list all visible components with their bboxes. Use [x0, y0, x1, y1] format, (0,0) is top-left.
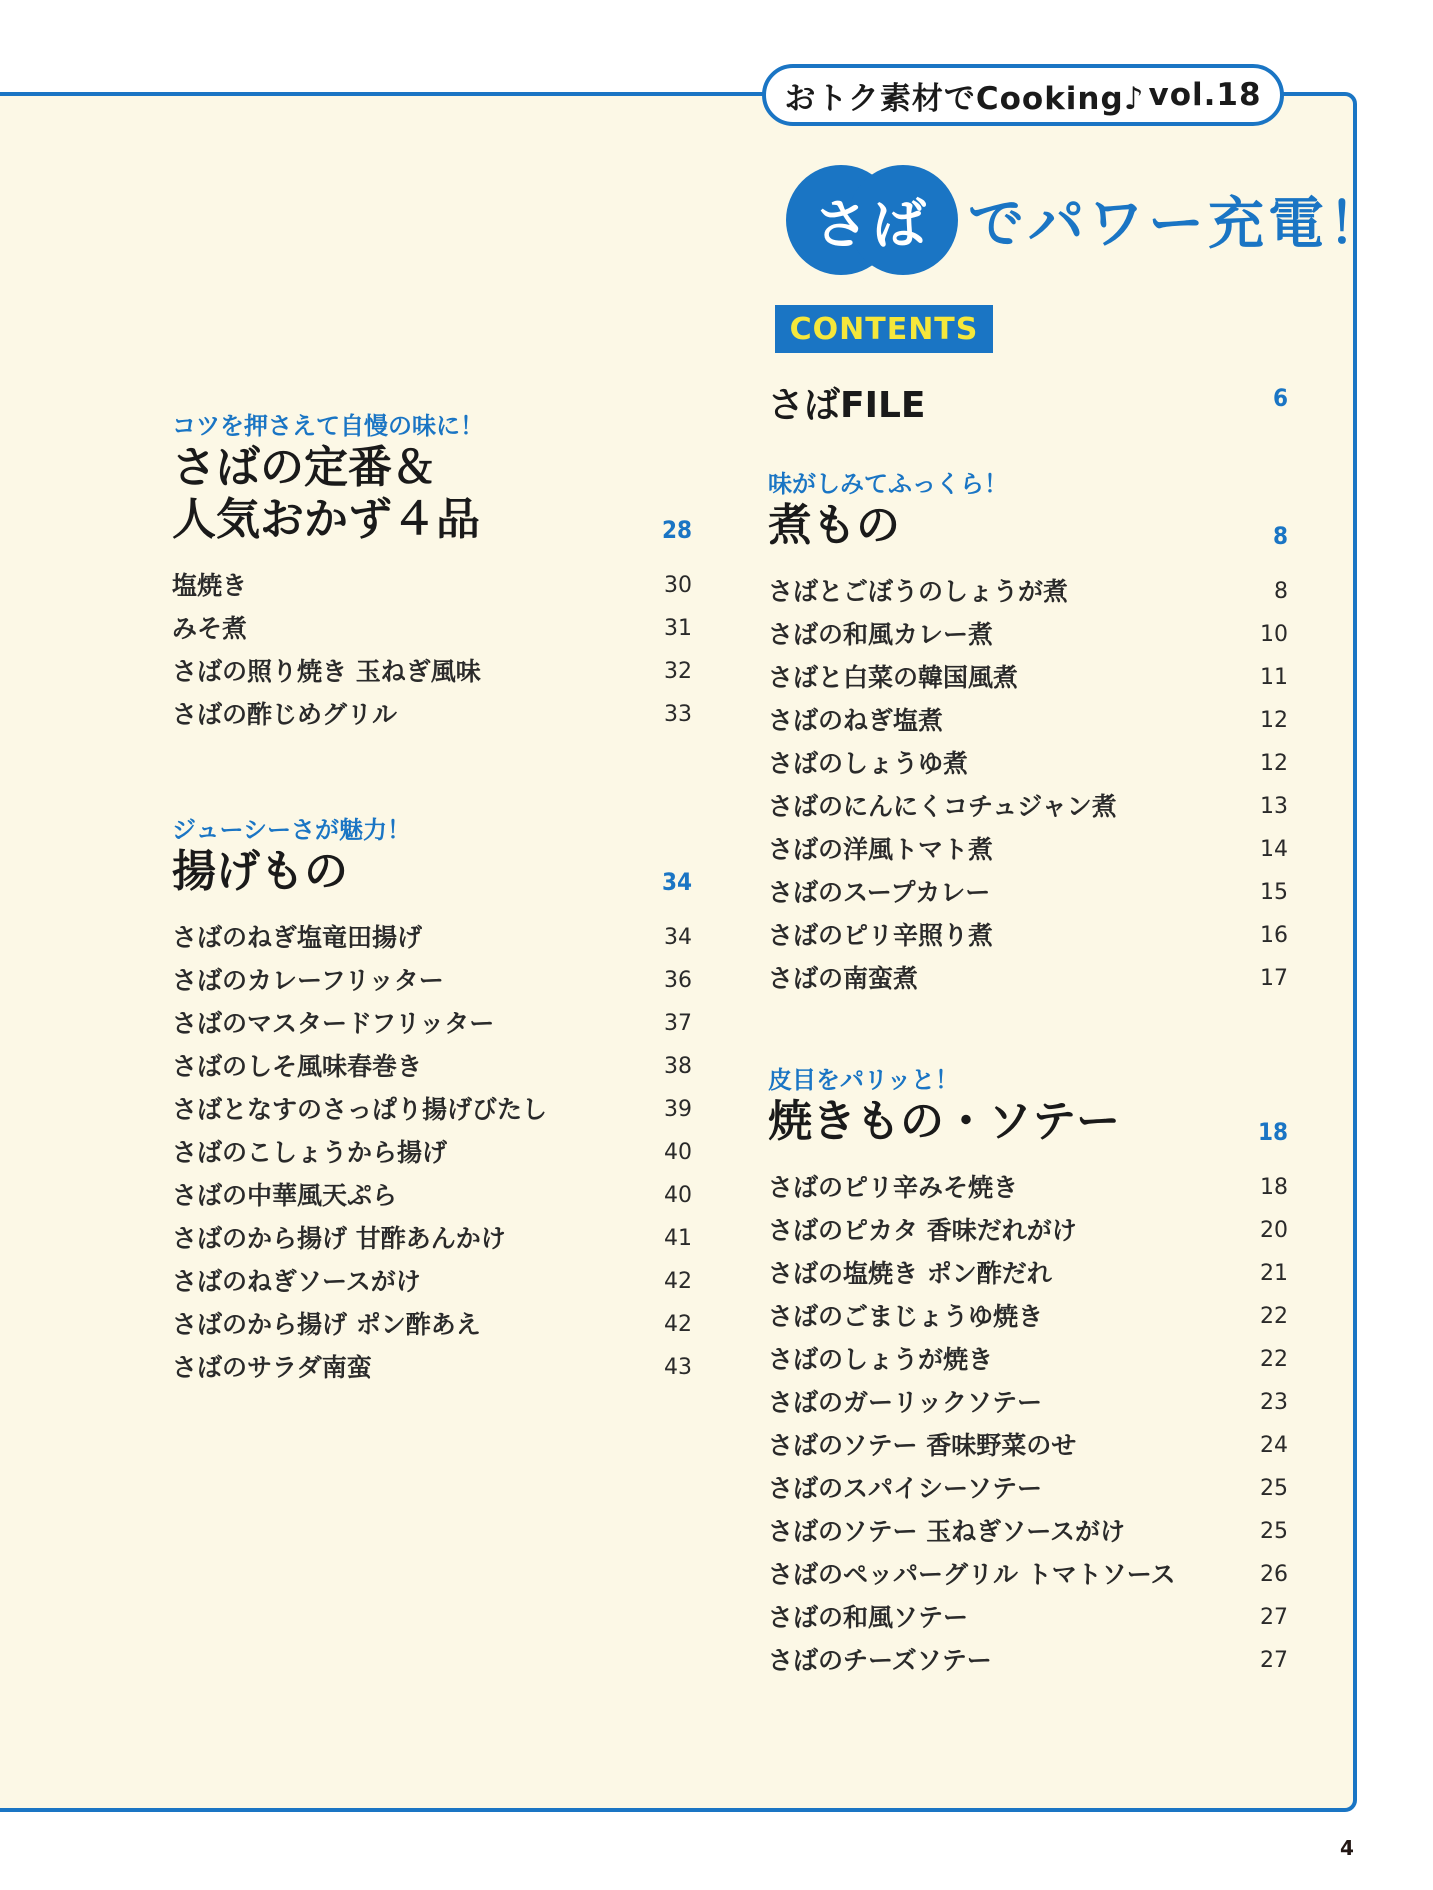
item-page: 43 [664, 1355, 692, 1380]
item-label: さばのしそ風味春巻き [172, 1052, 423, 1081]
item-label: さばのチーズソテー [768, 1646, 992, 1675]
item-page: 16 [1260, 923, 1288, 948]
item-page: 40 [664, 1140, 692, 1165]
contents-badge: CONTENTS [775, 305, 993, 353]
toc-item[interactable] [768, 1510, 1288, 1553]
toc-item[interactable] [768, 1252, 1288, 1295]
item-label: さばのこしょうから揚げ [172, 1138, 448, 1167]
toc-item[interactable] [768, 785, 1288, 828]
toc-item[interactable] [172, 1303, 692, 1346]
item-label: さばの中華風天ぷら [172, 1181, 398, 1210]
toc-item[interactable] [768, 957, 1288, 1000]
item-label: さばのスパイシーソテー [768, 1474, 1043, 1503]
toc-item[interactable] [768, 656, 1288, 699]
item-page: 22 [1260, 1347, 1288, 1372]
item-label: さばのから揚げ 甘酢あんかけ [172, 1224, 506, 1253]
item-label: さばのソテー 香味野菜のせ [768, 1431, 1077, 1460]
toc-item[interactable] [768, 613, 1288, 656]
toc-item[interactable] [768, 1381, 1288, 1424]
toc-item[interactable] [172, 959, 692, 1002]
toc-item[interactable] [768, 742, 1288, 785]
toc-item[interactable] [768, 1166, 1288, 1209]
item-label: 塩焼き [172, 571, 248, 600]
headline [786, 164, 1388, 276]
item-label: さばのカレーフリッター [172, 966, 444, 995]
toc-item[interactable] [768, 1209, 1288, 1252]
toc-item[interactable] [768, 570, 1288, 613]
toc-item[interactable] [768, 828, 1288, 871]
item-list [172, 916, 692, 1389]
item-label: さばのスープカレー [768, 878, 991, 907]
toc-item[interactable] [172, 1174, 692, 1217]
toc-item[interactable] [172, 564, 692, 607]
section-kicker: コツを押さえて自慢の味に！ [172, 412, 484, 440]
toc-section [768, 468, 1288, 1000]
toc-item[interactable] [768, 1553, 1288, 1596]
section-kicker: 皮目をパリッと！ [768, 1066, 960, 1094]
file-title: さばFILE [768, 385, 926, 426]
right-column [768, 380, 1288, 1682]
item-label: さばの和風カレー煮 [768, 620, 994, 649]
section-title-line: さばの定番＆ [172, 442, 436, 493]
item-page: 32 [664, 659, 692, 684]
headline-bubbles [786, 165, 958, 275]
toc-item[interactable] [172, 1045, 692, 1088]
item-page: 11 [1260, 665, 1288, 690]
section-title: 揚げもの [172, 846, 348, 897]
item-page: 26 [1260, 1562, 1288, 1587]
item-page: 10 [1260, 622, 1288, 647]
toc-item[interactable] [172, 650, 692, 693]
toc-item[interactable] [172, 1088, 692, 1131]
section-title-line: 人気おかず４品 [172, 494, 480, 545]
item-page: 25 [1260, 1519, 1288, 1544]
item-label: さばのから揚げ ポン酢あえ [172, 1310, 481, 1339]
item-label: さばの照り焼き 玉ねぎ風味 [172, 657, 481, 686]
item-label: さばとごぼうのしょうが煮 [768, 577, 1069, 606]
series-label [762, 64, 1284, 126]
section-title-row[interactable] [172, 846, 692, 898]
item-page: 27 [1260, 1648, 1288, 1673]
item-page: 42 [664, 1269, 692, 1294]
item-page: 27 [1260, 1605, 1288, 1630]
page-number: 4 [1340, 1836, 1354, 1860]
file-row[interactable] [768, 380, 1288, 436]
toc-item[interactable] [172, 916, 692, 959]
item-label: さばのねぎ塩竜田揚げ [172, 923, 423, 952]
item-page: 8 [1274, 579, 1288, 604]
item-label: さばのガーリックソテー [768, 1388, 1043, 1417]
toc-item[interactable] [768, 699, 1288, 742]
item-page: 36 [664, 968, 692, 993]
item-page: 40 [664, 1183, 692, 1208]
item-page: 12 [1260, 751, 1288, 776]
item-label: さばの酢じめグリル [172, 700, 398, 729]
item-page: 34 [664, 925, 692, 950]
item-page: 37 [664, 1011, 692, 1036]
item-page: 21 [1260, 1261, 1288, 1286]
headline-text: でパワー充電！ [968, 192, 1388, 257]
section-page: 8 [1272, 522, 1288, 550]
section-title-row[interactable] [768, 1096, 1288, 1148]
section-title: 煮もの [768, 500, 900, 551]
item-page: 25 [1260, 1476, 1288, 1501]
item-label: さばの南蛮煮 [768, 964, 919, 993]
toc-item[interactable] [172, 1217, 692, 1260]
toc-item[interactable] [172, 1260, 692, 1303]
toc-item[interactable] [172, 607, 692, 650]
item-page: 33 [664, 702, 692, 727]
section-title: 焼きもの・ソテー [768, 1096, 1120, 1147]
item-page: 39 [664, 1097, 692, 1122]
item-page: 14 [1260, 837, 1288, 862]
item-list [768, 1166, 1288, 1682]
series-title: おトク素材でCooking♪ [784, 80, 1145, 117]
item-page: 12 [1260, 708, 1288, 733]
item-label: さばのねぎ塩煮 [768, 706, 944, 735]
item-label: さばのサラダ南蛮 [172, 1353, 372, 1382]
item-page: 13 [1260, 794, 1288, 819]
item-list [768, 570, 1288, 1000]
item-label: さばのしょうゆ煮 [768, 749, 969, 778]
item-label: さばのしょうが焼き [768, 1345, 994, 1374]
item-page: 22 [1260, 1304, 1288, 1329]
left-column [172, 410, 692, 1389]
item-label: さばと白菜の韓国風煮 [768, 663, 1019, 692]
toc-item[interactable] [768, 871, 1288, 914]
section-kicker: 味がしみてふっくら！ [768, 470, 1008, 498]
item-page: 17 [1260, 966, 1288, 991]
toc-item[interactable] [768, 914, 1288, 957]
section-title [172, 442, 632, 546]
toc-item[interactable] [172, 1131, 692, 1174]
toc-section [172, 814, 692, 1389]
item-page: 20 [1260, 1218, 1288, 1243]
item-label: さばのマスタードフリッター [172, 1009, 495, 1038]
item-page: 30 [664, 573, 692, 598]
series-volume: vol.18 [1148, 77, 1262, 113]
item-label: さばとなすのさっぱり揚げびたし [172, 1095, 548, 1124]
item-page: 15 [1260, 880, 1288, 905]
item-page: 38 [664, 1054, 692, 1079]
item-page: 41 [664, 1226, 692, 1251]
toc-section [172, 410, 692, 736]
section-kicker: ジューシーさが魅力！ [172, 816, 412, 844]
item-label: さばのごまじょうゆ焼き [768, 1302, 1044, 1331]
section-title-row[interactable] [172, 442, 692, 546]
item-page: 24 [1260, 1433, 1288, 1458]
toc-item[interactable] [172, 1346, 692, 1389]
toc-item[interactable] [768, 1295, 1288, 1338]
section-title-row[interactable] [768, 500, 1288, 552]
headline-highlight: さば [814, 192, 930, 256]
toc-section [768, 1064, 1288, 1682]
item-label: さばのペッパーグリル トマトソース [768, 1560, 1176, 1589]
toc-item[interactable] [768, 1639, 1288, 1682]
toc-item[interactable] [768, 1424, 1288, 1467]
item-label: さばのソテー 玉ねぎソースがけ [768, 1517, 1125, 1546]
item-label: さばの和風ソテー [768, 1603, 969, 1632]
toc-item[interactable] [172, 1002, 692, 1045]
item-label: みそ煮 [172, 614, 248, 643]
file-page: 6 [1272, 384, 1288, 412]
item-label: さばのピリ辛みそ焼き [768, 1173, 1019, 1202]
item-page: 23 [1260, 1390, 1288, 1415]
item-label: さばのねぎソースがけ [172, 1267, 421, 1296]
item-label: さばのピリ辛照り煮 [768, 921, 994, 950]
item-label: さばの洋風トマト煮 [768, 835, 994, 864]
toc-item[interactable] [768, 1467, 1288, 1510]
section-page: 28 [661, 516, 692, 544]
item-label: さばのにんにくコチュジャン煮 [768, 792, 1117, 821]
item-page: 18 [1260, 1175, 1288, 1200]
item-label: さばのピカタ 香味だれがけ [768, 1216, 1077, 1245]
item-list [172, 564, 692, 736]
toc-item[interactable] [768, 1338, 1288, 1381]
toc-item[interactable] [172, 693, 692, 736]
item-page: 31 [664, 616, 692, 641]
section-page: 18 [1257, 1118, 1288, 1146]
section-page: 34 [661, 868, 692, 896]
item-page: 42 [664, 1312, 692, 1337]
item-label: さばの塩焼き ポン酢だれ [768, 1259, 1052, 1288]
toc-item[interactable] [768, 1596, 1288, 1639]
